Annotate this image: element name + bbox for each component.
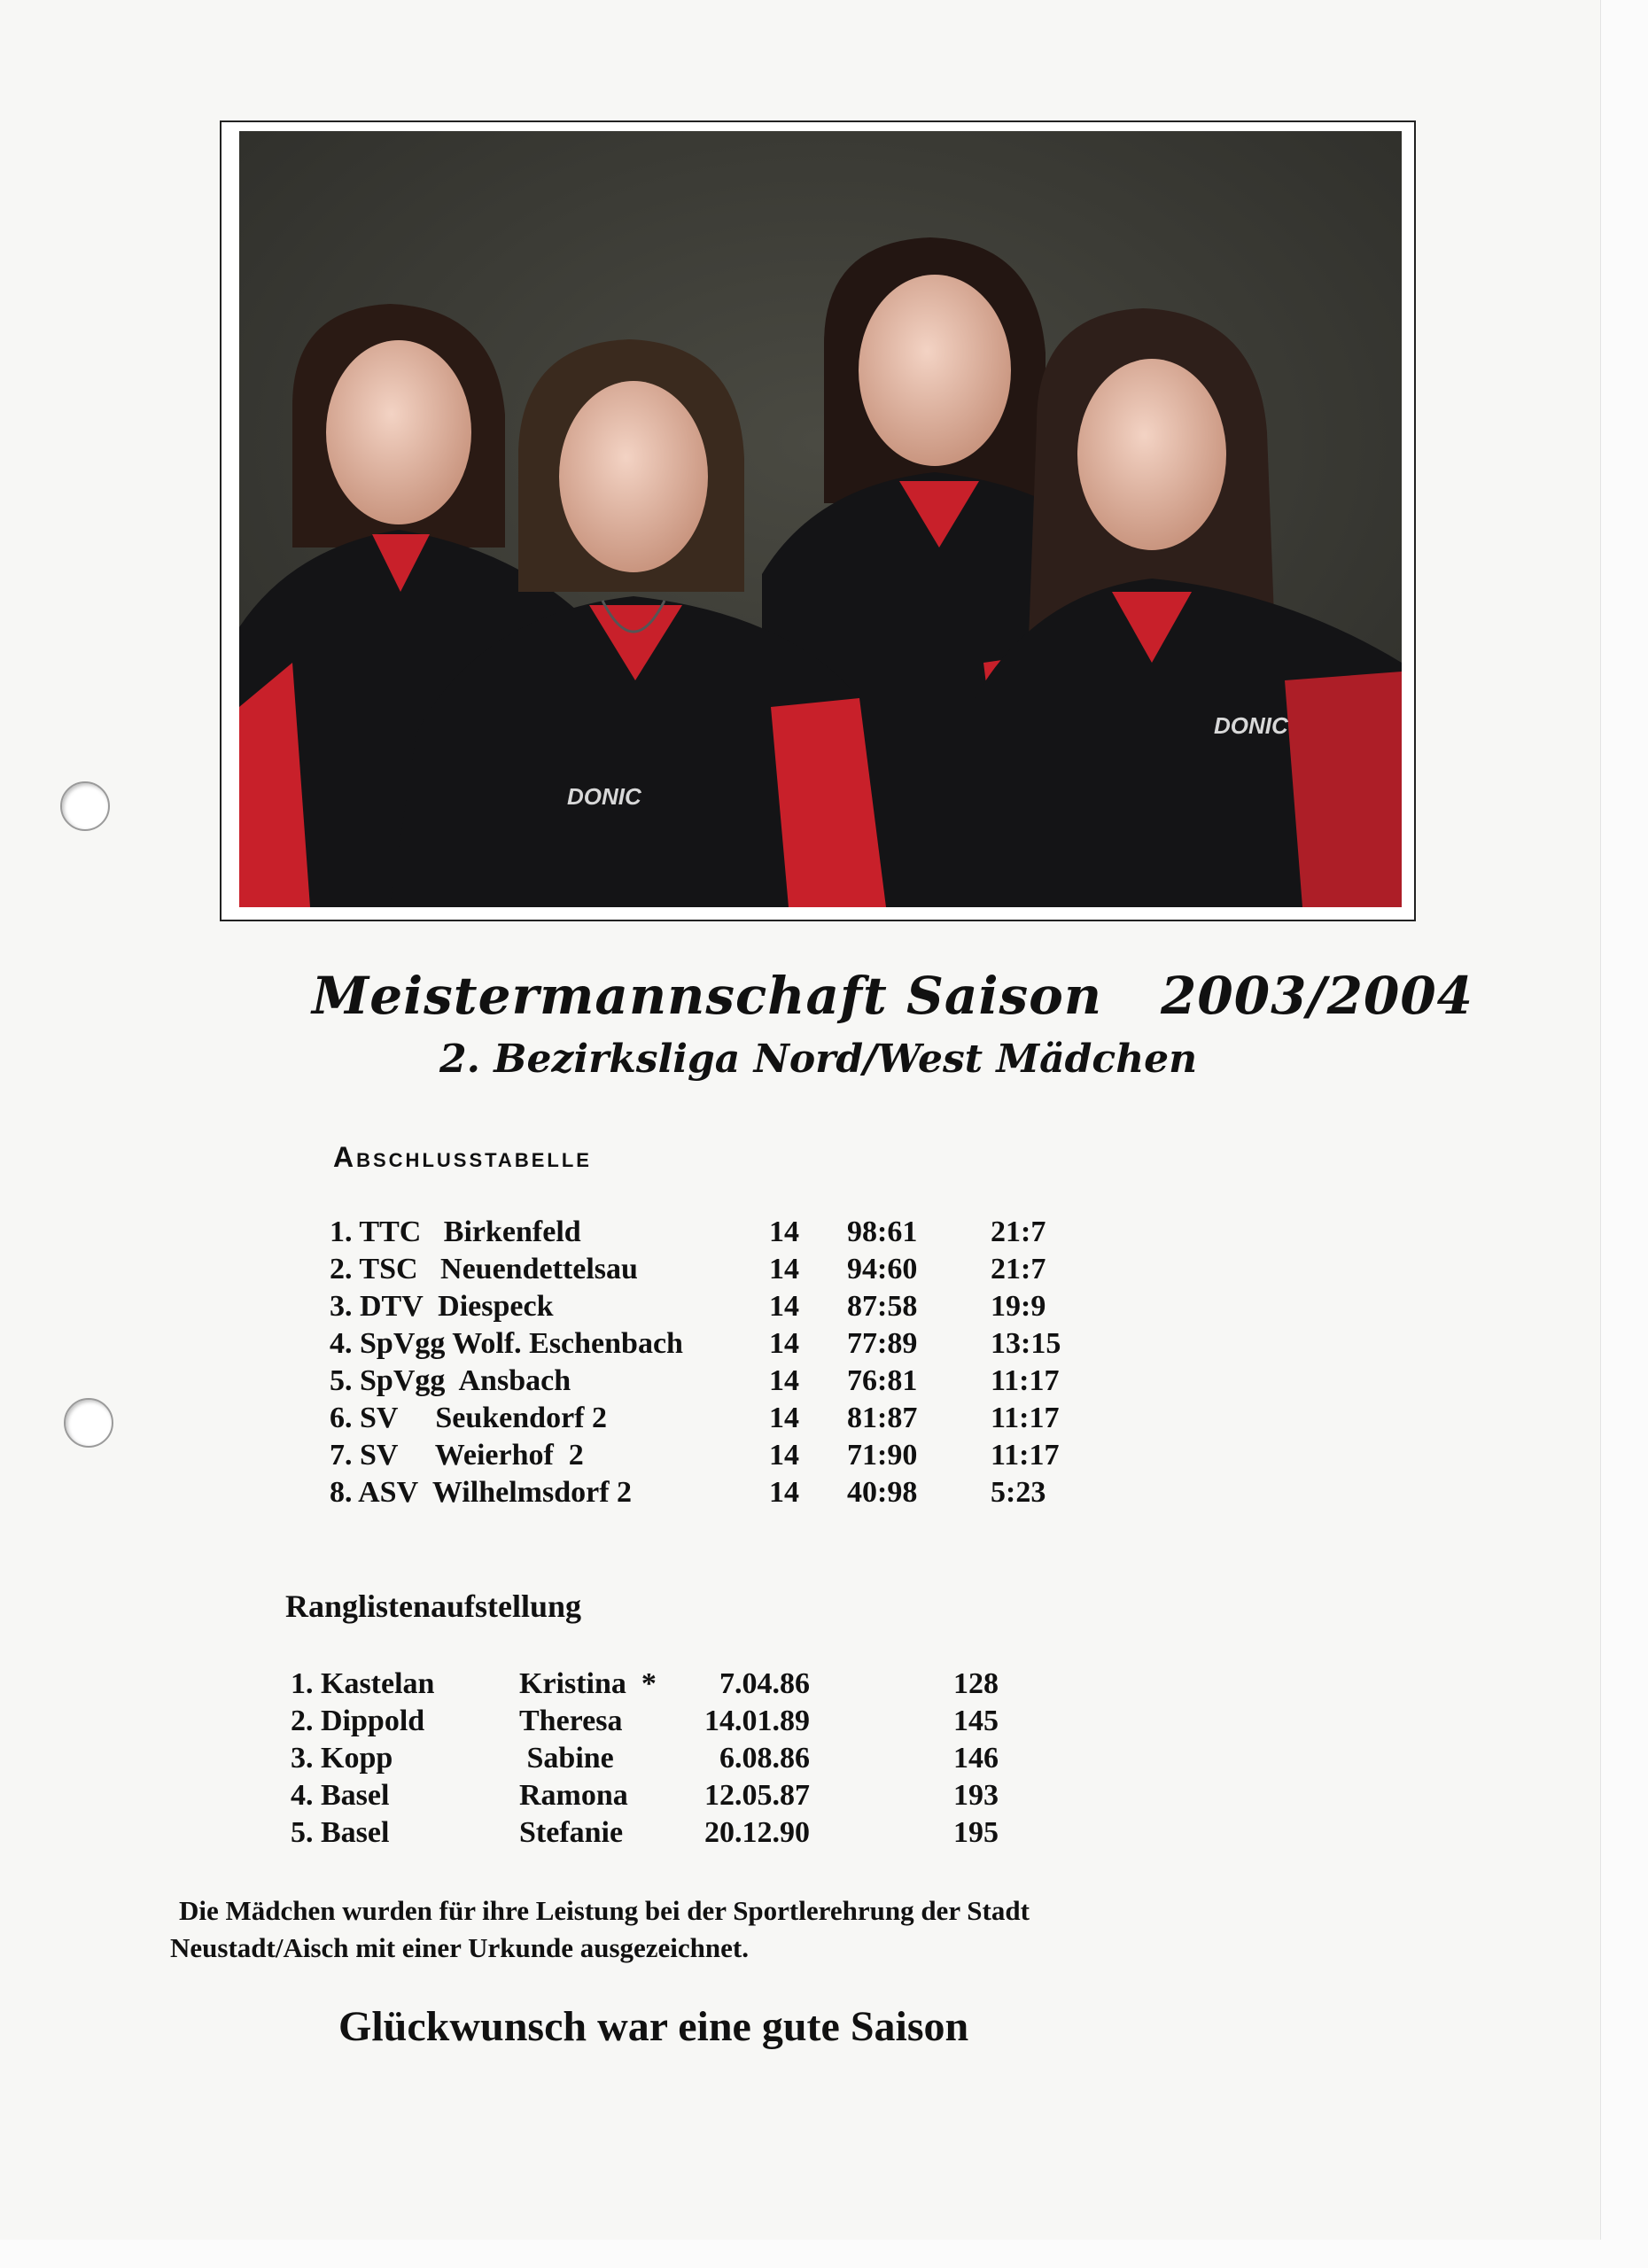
title-text: Meistermannschaft Saison	[312, 966, 1102, 1026]
player-name: 1. Kastelan	[291, 1667, 435, 1700]
score-cell: 71:90	[847, 1439, 918, 1472]
points-cell: 21:7	[991, 1253, 1046, 1285]
season-text: 2003/2004	[1161, 966, 1474, 1026]
games-cell: 14	[769, 1439, 799, 1472]
team-cell: 6. SV Seukendorf 2	[330, 1402, 607, 1434]
player-first-name: Stefanie	[519, 1816, 624, 1849]
team-cell: 7. SV Weierhof 2	[330, 1439, 584, 1472]
player-birthdate: 12.05.87	[704, 1779, 810, 1812]
player-name: 3. Kopp	[291, 1742, 393, 1775]
player-birthdate: 7.04.86	[719, 1667, 810, 1700]
games-cell: 14	[769, 1476, 799, 1509]
points-cell: 21:7	[991, 1216, 1046, 1248]
games-cell: 14	[769, 1253, 799, 1285]
closing-message: Glückwunsch war eine gute Saison	[338, 2003, 969, 2050]
games-cell: 14	[769, 1327, 799, 1360]
score-cell: 98:61	[847, 1216, 918, 1248]
score-cell: 40:98	[847, 1476, 918, 1509]
donic-logo: DONIC	[567, 783, 641, 810]
points-cell: 11:17	[991, 1439, 1060, 1472]
player-first-name: Sabine	[519, 1742, 614, 1775]
award-note	[170, 1892, 1030, 1967]
player-first-name: Kristina *	[519, 1667, 657, 1700]
team-cell: 1. TTC Birkenfeld	[330, 1216, 581, 1248]
player-name: 5. Basel	[291, 1816, 390, 1849]
games-cell: 14	[769, 1290, 799, 1323]
player-rating: 193	[953, 1779, 999, 1812]
team-photo	[239, 131, 1402, 907]
award-note-line: Die Mädchen wurden für ihre Leistung bei der Sportlerehrung der Stadt	[179, 1895, 1030, 1926]
player-first-name: Ramona	[519, 1779, 628, 1812]
team-cell: 5. SpVgg Ansbach	[330, 1364, 571, 1397]
score-cell: 77:89	[847, 1327, 918, 1360]
player-name: 4. Basel	[291, 1779, 390, 1812]
punch-hole-icon	[64, 1398, 113, 1448]
punch-hole-icon	[60, 781, 110, 831]
score-cell: 87:58	[847, 1290, 918, 1323]
score-cell: 76:81	[847, 1364, 918, 1397]
team-cell: 4. SpVgg Wolf. Eschenbach	[330, 1327, 683, 1360]
scan-edge-right	[1600, 0, 1648, 2268]
donic-logo: DONIC	[1214, 712, 1288, 739]
player-rating: 128	[953, 1667, 999, 1700]
games-cell: 14	[769, 1216, 799, 1248]
player-rating: 145	[953, 1705, 999, 1737]
games-cell: 14	[769, 1402, 799, 1434]
league-subtitle: 2. Bezirksliga Nord/West Mädchen	[439, 1037, 1198, 1082]
player-rating: 146	[953, 1742, 999, 1775]
player-birthdate: 20.12.90	[704, 1816, 810, 1849]
player-name: 2. Dippold	[291, 1705, 425, 1737]
player-birthdate: 6.08.86	[719, 1742, 810, 1775]
points-cell: 19:9	[991, 1290, 1046, 1323]
games-cell: 14	[769, 1364, 799, 1397]
points-cell: 11:17	[991, 1364, 1060, 1397]
scan-edge-bottom	[0, 2240, 1648, 2268]
team-photo-illustration	[239, 131, 1402, 907]
points-cell: 5:23	[991, 1476, 1046, 1509]
player-birthdate: 14.01.89	[704, 1705, 810, 1737]
player-first-name: Theresa	[519, 1705, 623, 1737]
award-note-line: Neustadt/Aisch mit einer Urkunde ausgezeichnet.	[170, 1932, 749, 1963]
team-cell: 3. DTV Diespeck	[330, 1290, 554, 1323]
player-rating: 195	[953, 1816, 999, 1849]
ranking-heading: Ranglistenaufstellung	[285, 1588, 582, 1624]
standings-heading: Abschlusstabelle	[333, 1141, 592, 1173]
team-cell: 8. ASV Wilhelmsdorf 2	[330, 1476, 633, 1509]
score-cell: 94:60	[847, 1253, 918, 1285]
team-cell: 2. TSC Neuendettelsau	[330, 1253, 638, 1285]
page-title	[312, 966, 1648, 1026]
points-cell: 13:15	[991, 1327, 1061, 1360]
score-cell: 81:87	[847, 1402, 918, 1434]
points-cell: 11:17	[991, 1402, 1060, 1434]
